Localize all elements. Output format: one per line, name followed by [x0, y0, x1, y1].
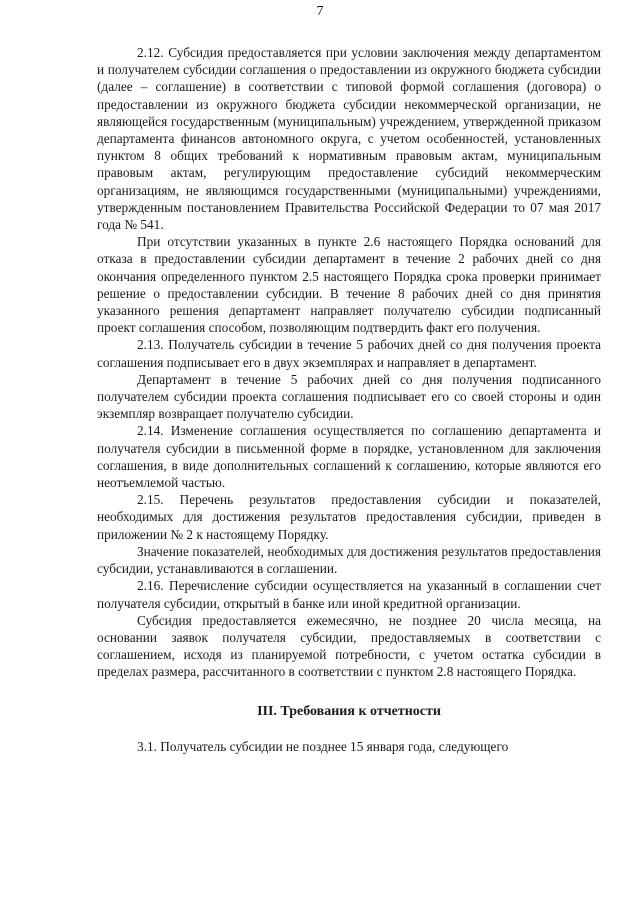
- paragraph-2-13-continued: Департамент в течение 5 рабочих дней со дня получения подписанного получателем субсидии проекта соглашения подписывает его со своей стороны и один экземпляр возвращает получателю субсидии.: [97, 371, 601, 422]
- paragraph-2-15: 2.15. Перечень результатов предоставления субсидии и показателей, необходимых для достижения результатов предоставления субсидии, приведен в приложении № 2 к настоящему Порядку.: [97, 492, 601, 542]
- paragraph-2-14: 2.14. Изменение соглашения осуществляется по соглашению департамента и получателя субсидии в письменной форме в порядке, установленном для заключения соглашения, в виде дополнительных соглашений к соглашению, которые являются его неотъемлемой частью.: [97, 423, 601, 491]
- paragraph-2-15-continued: Значение показателей, необходимых для достижения результатов предоставления субсидии, устанавливаются в соглашении.: [97, 543, 601, 577]
- paragraph-2-12-continued: При отсутствии указанных в пункте 2.6 настоящего Порядка оснований для отказа в предоставлении субсидии департамент в течение 2 рабочих дней со дня окончания определенного пунктом 2.5 настоящего Порядка срока проверки принимает решение о предоставлении субсидии. В течение 8 рабочих дней со дня принятия указанного решения департамент направляет получателю субсидии подписанный проект соглашения способом, позволяющим подтвердить факт его получения.: [97, 234, 601, 336]
- paragraph-2-13: 2.13. Получатель субсидии в течение 5 рабочих дней со дня получения проекта соглашения подписывает его в двух экземплярах и направляет в департамент.: [97, 337, 601, 370]
- page-number: 7: [316, 4, 324, 19]
- paragraph-2-16: 2.16. Перечисление субсидии осуществляется на указанный в соглашении счет получателя субсидии, открытый в банке или иной кредитной организации.: [97, 578, 601, 611]
- paragraph-3-1: 3.1. Получатель субсидии не позднее 15 января года, следующего: [137, 738, 509, 754]
- paragraph-2-16-continued: Субсидия предоставляется ежемесячно, не позднее 20 числа месяца, на основании заявок получателя субсидии, предоставляемых в соответствии с соглашением, исходя из планируемой потребности, с учетом остатка субсидии в пределах размера, рассчитанного в соответствии с пунктом 2.8 настоящего Порядка.: [97, 612, 601, 680]
- paragraph-2-12: 2.12. Субсидия предоставляется при условии заключения между департаментом и получателем субсидии соглашения о предоставлении из окружного бюджета субсидии (далее – соглашение) в соответствии с типовой формой соглашения (договора) о предоставлении из окружного бюджета субсидии некоммерческой организации, не являющейся государственным (муниципальным) учреждением, утвержденной приказом департамента финансов автономного округа, с учетом особенностей, установленных пунктом 8 общих требований к нормативным правовым актам, муниципальным правовым актам, регулирующим предоставление субсидий некоммерческим организациям, не являющимся государственными (муниципальными) учреждениями, утвержденным постановлением Правительства Российской Федерации то 07 мая 2017 года № 541.: [97, 45, 601, 233]
- document-body: [97, 44, 601, 755]
- section-heading: III. Требования к отчетности: [257, 703, 441, 719]
